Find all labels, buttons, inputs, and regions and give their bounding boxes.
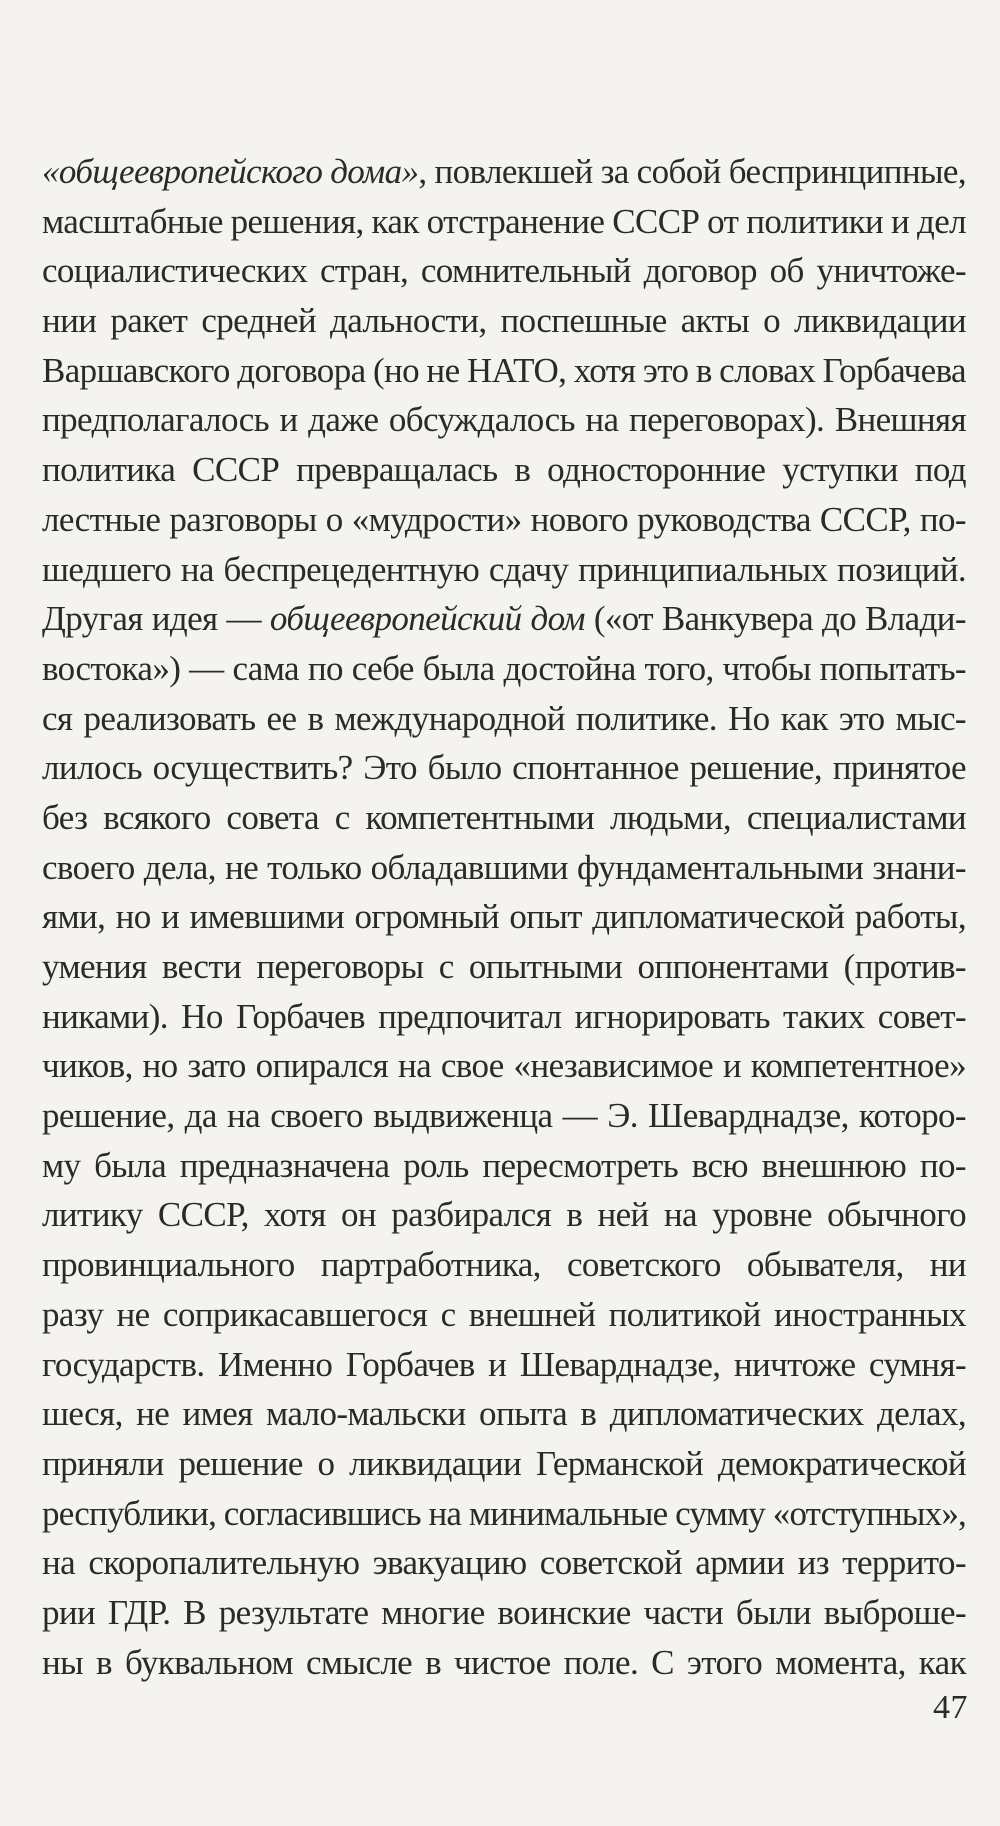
text-segment: приняли решение о ликвидации Германской демократической bbox=[42, 1443, 966, 1483]
text-segment: провинциального партработника, советского обывателя, ни bbox=[42, 1245, 966, 1285]
text-segment: лилось осуществить? Это было спонтанное решение, принятое bbox=[42, 748, 966, 788]
text-line bbox=[42, 743, 966, 793]
text-line bbox=[42, 197, 966, 247]
text-segment: шеся, не имея мало-мальски опыта в дипломатических делах, bbox=[42, 1394, 966, 1434]
text-segment: решение, да на своего выдвиженца — Э. Шеварднадзе, которо- bbox=[42, 1096, 966, 1136]
text-segment: ся реализовать ее в международной политике. Но как это мыс- bbox=[42, 698, 966, 738]
text-line bbox=[42, 147, 966, 197]
text-segment: никами). Но Горбачев предпочитал игнорировать таких совет- bbox=[42, 996, 966, 1036]
text-line bbox=[42, 644, 966, 694]
text-line bbox=[42, 1489, 966, 1539]
text-segment: чиков, но зато опирался на свое «независимое и компетентное» bbox=[42, 1046, 966, 1086]
text-line bbox=[42, 793, 966, 843]
text-segment: Другая идея — bbox=[42, 599, 270, 639]
text-line bbox=[42, 892, 966, 942]
text-line bbox=[42, 1141, 966, 1191]
text-segment: лестные разговоры о «мудрости» нового руководства СССР, по- bbox=[42, 499, 966, 539]
text-line bbox=[42, 346, 966, 396]
text-segment: масштабные решения, как отстранение СССР от политики и дел bbox=[42, 201, 966, 241]
text-segment: ями, но и имевшими огромный опыт дипломатической работы, bbox=[42, 897, 966, 937]
text-segment: востока») — сама по себе была достойна того, чтобы попытать- bbox=[42, 648, 966, 688]
text-segment: умения вести переговоры с опытными оппонентами (против- bbox=[42, 947, 966, 986]
italic-text-segment: общеевропейский дом bbox=[269, 599, 585, 639]
text-line bbox=[42, 1190, 966, 1240]
text-line bbox=[42, 395, 966, 445]
text-segment: нии ракет средней дальности, поспешные акты о ликвидации bbox=[42, 301, 966, 341]
text-segment: шедшего на беспрецедентную сдачу принципиальных позиций. bbox=[42, 549, 966, 589]
italic-text-segment: «общеевропейского дома» bbox=[42, 152, 419, 191]
text-segment: , повлекшей за собой беспринципные, bbox=[418, 152, 966, 191]
text-segment: республики, согласившись на минимальные сумму «отступных», bbox=[42, 1493, 966, 1533]
text-line bbox=[42, 1041, 966, 1091]
text-line bbox=[42, 445, 966, 495]
text-line bbox=[42, 694, 966, 744]
text-line bbox=[42, 1439, 966, 1489]
text-segment: ны в буквальном смысле в чистое поле. С этого момента, как bbox=[42, 1642, 966, 1682]
text-segment: своего дела, не только обладавшими фундаментальными знани- bbox=[42, 847, 966, 887]
text-line bbox=[42, 1340, 966, 1390]
text-segment: без всякого совета с компетентными людьми, специалистами bbox=[42, 797, 966, 837]
text-line bbox=[42, 1588, 966, 1638]
text-segment: политика СССР превращалась в односторонние уступки под bbox=[42, 450, 966, 490]
page-number: 47 bbox=[933, 1689, 968, 1726]
text-line bbox=[42, 1290, 966, 1340]
text-segment: государств. Именно Горбачев и Шеварднадзе, ничтоже сумня- bbox=[42, 1344, 966, 1384]
text-segment: предполагалось и даже обсуждалось на переговорах). Внешняя bbox=[42, 400, 966, 440]
text-line bbox=[42, 1538, 966, 1588]
text-segment: Варшавского договора (но не НАТО, хотя это в словах Горбачева bbox=[42, 350, 966, 390]
text-line bbox=[42, 1091, 966, 1141]
text-line bbox=[42, 1389, 966, 1439]
text-segment: социалистических стран, сомнительный договор об уничтоже- bbox=[42, 251, 966, 291]
text-line bbox=[42, 545, 966, 595]
text-segment: му была предназначена роль пересмотреть всю внешнюю по- bbox=[42, 1145, 966, 1185]
text-line bbox=[42, 594, 966, 644]
text-line bbox=[42, 296, 966, 346]
text-line bbox=[42, 942, 966, 992]
text-line bbox=[42, 843, 966, 893]
text-segment: разу не соприкасавшегося с внешней политикой иностранных bbox=[42, 1294, 966, 1334]
body-text bbox=[42, 147, 966, 1687]
text-line bbox=[42, 495, 966, 545]
text-line bbox=[42, 992, 966, 1042]
text-segment: литику СССР, хотя он разбирался в ней на уровне обычного bbox=[42, 1195, 966, 1235]
text-line bbox=[42, 1240, 966, 1290]
text-segment: рии ГДР. В результате многие воинские части были выброше- bbox=[42, 1592, 966, 1632]
text-line bbox=[42, 1638, 966, 1688]
text-segment: на скоропалительную эвакуацию советской армии из террито- bbox=[42, 1543, 966, 1583]
text-line bbox=[42, 246, 966, 296]
text-segment: («от Ванкувера до Влади- bbox=[584, 599, 966, 639]
